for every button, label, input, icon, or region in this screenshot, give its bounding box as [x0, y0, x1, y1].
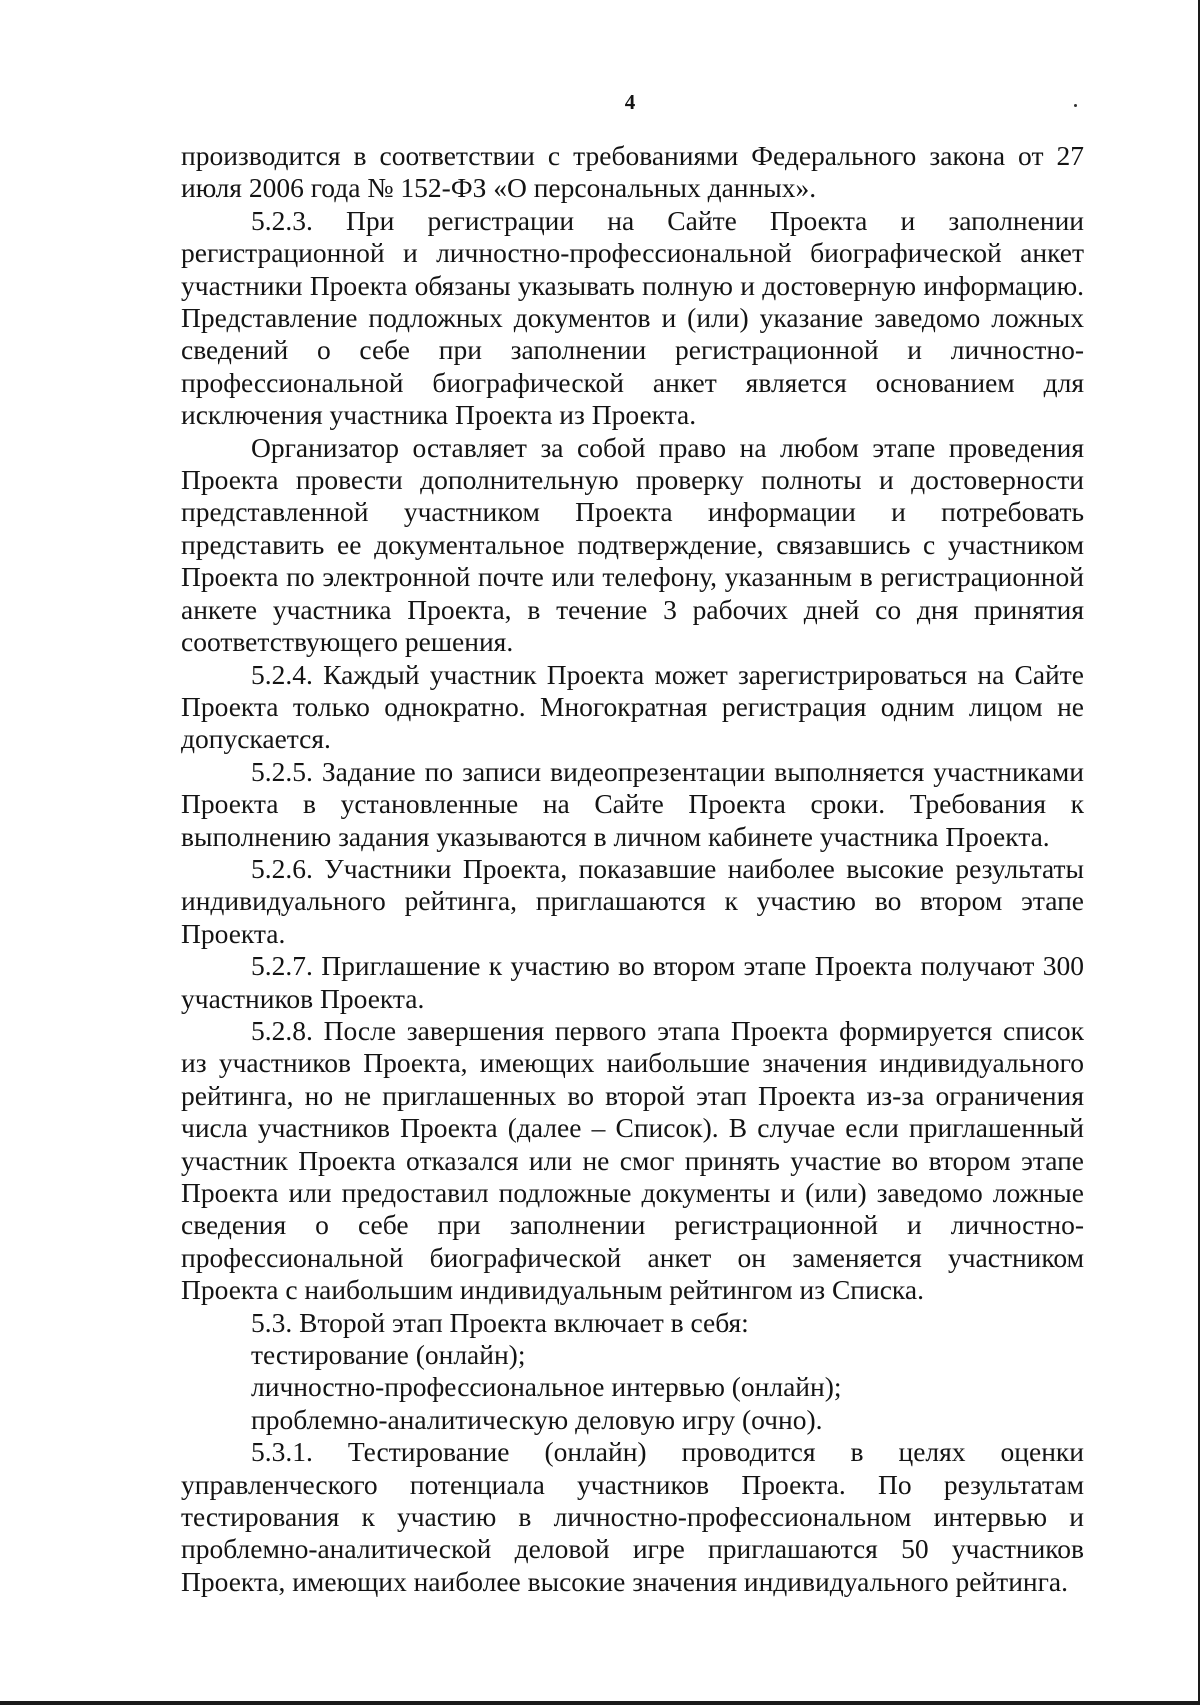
document-body	[181, 140, 1084, 1598]
scan-speck	[1074, 104, 1077, 107]
paragraph-5-3-1: 5.3.1. Тестирование (онлайн) проводится в целях оценки управленческого потенциала участников Проекта. По результатам тестирования к участию в личностно-профессиональном интервью и проблемно-аналитической деловой игре приглашаются 50 участников Проекта, имеющих наиболее высокие значения индивидуального рейтинга.	[181, 1436, 1084, 1597]
list-item-interview: личностно-профессиональное интервью (онлайн);	[251, 1371, 842, 1403]
paragraph-personal-data-law: производится в соответствии с требованиями Федерального закона от 27 июля 2006 года № 152-ФЗ «О персональных данных».	[181, 140, 1084, 204]
paragraph-5-2-6: 5.2.6. Участники Проекта, показавшие наиболее высокие результаты индивидуального рейтинга, приглашаются к участию во втором этапе Проекта.	[181, 852, 1084, 949]
paragraph-5-2-8: 5.2.8. После завершения первого этапа Проекта формируется список из участников Проекта, имеющих наибольшие значения индивидуального рейтинга, но не приглашенных во второй этап Проекта из-за ограничения числа участников Проекта (далее – Список). В случае если приглашенный участник Проекта отказался или не смог принять участие во втором этапе Проекта или предоставил подложные документы и (или) заведомо ложные сведения о себе при заполнении регистрационной и личностно-профессиональной биографической анкет он заменяется участником Проекта с наибольшим индивидуальным рейтингом из Списка.	[181, 1014, 1084, 1306]
list-item-business-game: проблемно-аналитическую деловую игру (очно).	[251, 1403, 823, 1435]
list-item-testing: тестирование (онлайн);	[251, 1339, 526, 1371]
paragraph-organizer-right: Организатор оставляет за собой право на любом этапе проведения Проекта провести дополнительную проверку полноты и достоверности представленной участником Проекта информации и потребовать представить ее документальное подтверждение, связавшись с участником Проекта по электронной почте или телефону, указанным в регистрационной анкете участника Проекта, в течение 3 рабочих дней со дня принятия соответствующего решения.	[181, 431, 1084, 658]
paragraph-5-2-3: 5.2.3. При регистрации на Сайте Проекта и заполнении регистрационной и личностно-профессиональной биографической анкет участники Проекта обязаны указывать полную и достоверную информацию. Представление подложных документов и (или) указание заведомо ложных сведений о себе при заполнении регистрационной и личностно-профессиональной биографической анкет является основанием для исключения участника Проекта из Проекта.	[181, 204, 1084, 431]
paragraph-5-2-5: 5.2.5. Задание по записи видеопрезентации выполняется участниками Проекта в установленные на Сайте Проекта сроки. Требования к выполнению задания указываются в личном кабинете участника Проекта.	[181, 755, 1084, 852]
page-bottom-border	[0, 1701, 1200, 1705]
paragraph-5-2-7: 5.2.7. Приглашение к участию во втором этапе Проекта получают 300 участников Проекта.	[181, 950, 1084, 1014]
paragraph-5-2-4: 5.2.4. Каждый участник Проекта может зарегистрироваться на Сайте Проекта только однократно. Многократная регистрация одним лицом не допускается.	[181, 658, 1084, 755]
page-number: 4	[624, 90, 636, 114]
paragraph-5-3: 5.3. Второй этап Проекта включает в себя:	[251, 1306, 749, 1338]
